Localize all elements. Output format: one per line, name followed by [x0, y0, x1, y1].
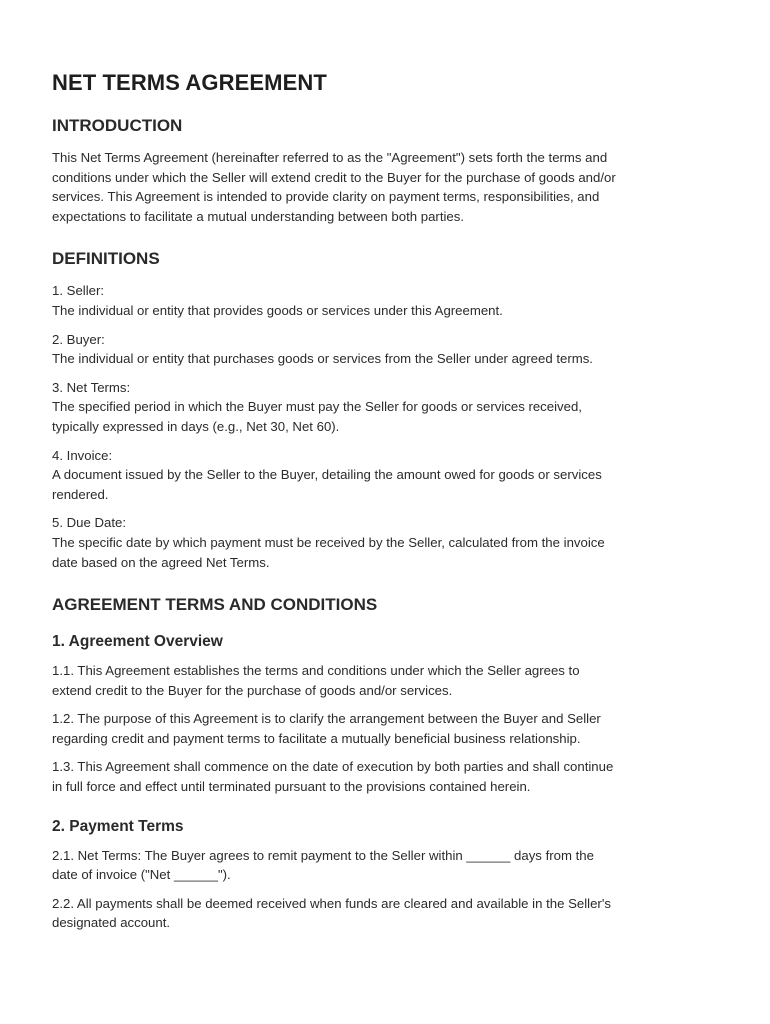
introduction-line: services. This Agreement is intended to provide clarity on payment terms, responsibilities, and	[52, 189, 600, 205]
clause	[52, 894, 722, 933]
clause-line: in full force and effect until terminated pursuant to the provisions contained herein.	[52, 779, 531, 795]
clause-line: 2.2. All payments shall be deemed received when funds are cleared and available in the Seller's	[52, 895, 611, 911]
subsection-heading-agreement-overview: 1. Agreement Overview	[52, 633, 223, 651]
clause-line: regarding credit and payment terms to facilitate a mutually beneficial business relationship.	[52, 730, 581, 746]
clause-line: extend credit to the Buyer for the purchase of goods and/or services.	[52, 682, 453, 698]
introduction-line: This Net Terms Agreement (hereinafter referred to as the "Agreement") sets forth the terms and	[52, 150, 608, 165]
definition-text: typically expressed in days (e.g., Net 30, Net 60).	[52, 418, 340, 434]
definition-item	[52, 378, 722, 437]
clause-line: date of invoice ("Net ______").	[52, 867, 231, 883]
introduction-text	[52, 148, 722, 226]
clause	[52, 846, 722, 885]
definitions-section	[52, 249, 722, 572]
terms-heading: AGREEMENT TERMS AND CONDITIONS	[52, 595, 378, 615]
definition-item	[52, 281, 722, 320]
definition-term: 4. Invoice:	[52, 447, 113, 463]
clause-line: 2.1. Net Terms: The Buyer agrees to remit payment to the Seller within ______ days from the	[52, 847, 594, 863]
introduction-heading: INTRODUCTION	[52, 116, 183, 135]
terms-section	[52, 595, 722, 933]
definition-text: rendered.	[52, 486, 109, 502]
introduction-line: conditions under which the Seller will extend credit to the Buyer for the purchase of goods and/or	[52, 169, 616, 185]
clause	[52, 709, 722, 748]
definition-text: The individual or entity that purchases goods or services from the Seller under agreed terms.	[52, 351, 593, 367]
definition-item	[52, 446, 722, 505]
definition-term: 3. Net Terms:	[52, 379, 131, 395]
definition-text: A document issued by the Seller to the Buyer, detailing the amount owed for goods or services	[52, 467, 602, 483]
definition-term: 1. Seller:	[52, 283, 105, 299]
clause-line: 1.1. This Agreement establishes the terms and conditions under which the Seller agrees to	[52, 663, 580, 679]
clause	[52, 757, 722, 796]
definition-text: The specified period in which the Buyer must pay the Seller for goods or services received,	[52, 399, 582, 415]
definition-term: 2. Buyer:	[52, 331, 105, 347]
introduction-line: expectations to facilitate a mutual understanding between both parties.	[52, 208, 465, 224]
clause	[52, 661, 722, 700]
definition-term: 5. Due Date:	[52, 515, 127, 531]
clause-line: 1.3. This Agreement shall commence on the date of execution by both parties and shall continue	[52, 759, 614, 775]
document-title: NET TERMS AGREEMENT	[52, 70, 327, 95]
clause-line: designated account.	[52, 915, 171, 931]
clause-line: 1.2. The purpose of this Agreement is to clarify the arrangement between the Buyer and Seller	[52, 711, 601, 727]
definitions-heading: DEFINITIONS	[52, 249, 160, 269]
introduction-section	[52, 116, 722, 226]
definition-text: date based on the agreed Net Terms.	[52, 554, 270, 570]
definition-text: The individual or entity that provides goods or services under this Agreement.	[52, 302, 503, 318]
document-page	[52, 70, 722, 942]
definition-text: The specific date by which payment must be received by the Seller, calculated from the invoice	[52, 534, 605, 550]
subsection-heading-payment-terms: 2. Payment Terms	[52, 817, 184, 835]
definition-item	[52, 513, 722, 572]
definition-item	[52, 330, 722, 369]
